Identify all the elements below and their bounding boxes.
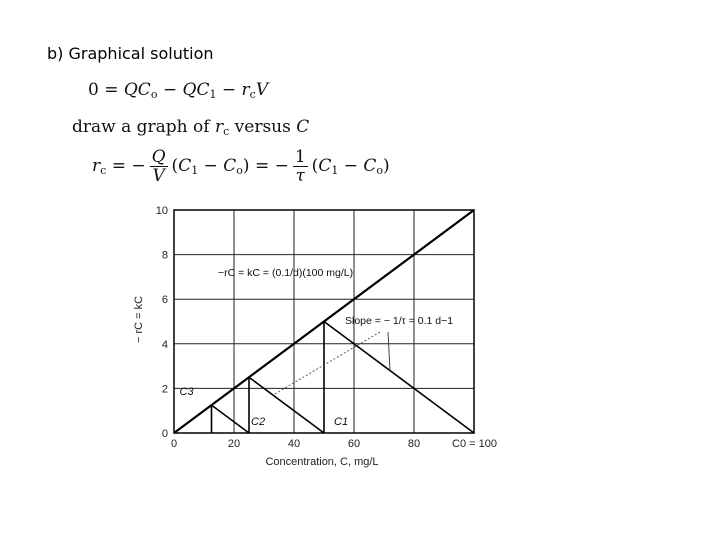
rate-line-label: −rC = kC = (0.1/d)(100 mg/L): [218, 267, 354, 279]
x-tick-label: 20: [227, 438, 241, 450]
mass-balance-equation: $0 = QC_o - QC_1 - r_cV$: [88, 80, 269, 101]
x-tick-label: 80: [407, 438, 421, 450]
frac2-den: τ: [295, 166, 305, 186]
rate-equation: $r_c$ = − $\frac{Q}{V}$ $(C_1 - C_o)$ = − $\frac{1}{\tau}$ $(C_1 - C_o)$: [92, 147, 390, 186]
frac2-num: 1: [294, 147, 306, 167]
y-tick-label: 2: [161, 383, 168, 396]
slope-leader: [388, 332, 390, 371]
x-axis-label: Concentration, C, mg/L: [265, 456, 379, 468]
point-label: C2: [251, 416, 266, 428]
tick-labels: [133, 205, 497, 468]
slope-leader: [273, 332, 380, 395]
x-tick-label: 60: [347, 438, 361, 450]
operating-line: [212, 405, 250, 433]
y-tick-label: 0: [161, 428, 168, 440]
section-heading: b) Graphical solution: [47, 44, 214, 63]
slope-annotation: Slope = − 1/τ = 0.1 d−1: [345, 315, 454, 327]
y-axis-label: − rC = kC: [133, 295, 145, 344]
x-tick-label: 40: [287, 438, 301, 450]
point-label: C3: [179, 386, 194, 399]
annotations: [180, 267, 454, 428]
x-tick-label: 0: [170, 438, 178, 450]
y-tick-label: 4: [161, 338, 168, 351]
y-tick-label: 10: [155, 205, 168, 217]
instruction-text: draw a graph of $r_c$ versus C: [72, 117, 310, 138]
y-tick-label: 6: [161, 294, 168, 307]
frac1-num: Q: [151, 147, 166, 167]
point-label: C1: [334, 416, 349, 428]
frac1-den: V: [152, 166, 165, 186]
x-end-label: C0 = 100: [452, 438, 497, 450]
y-tick-label: 8: [161, 249, 168, 262]
